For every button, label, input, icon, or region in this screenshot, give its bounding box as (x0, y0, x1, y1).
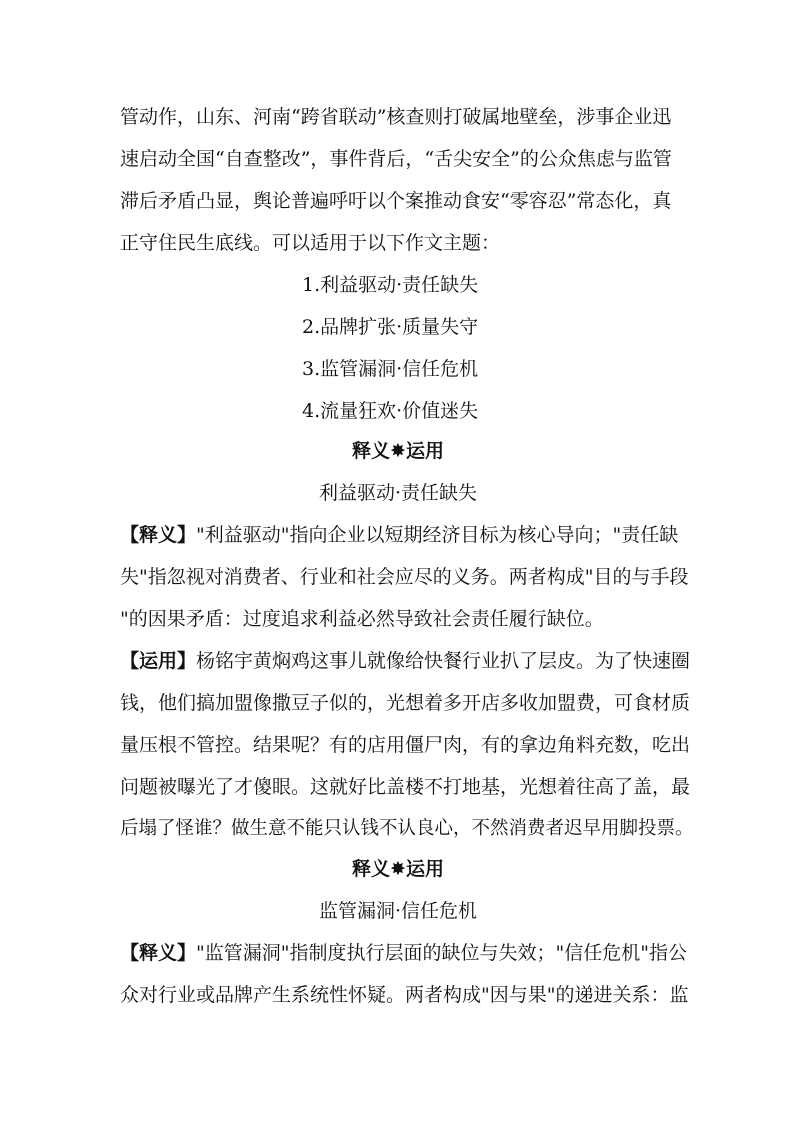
definition-line-1 (120, 514, 680, 556)
theme-item: 3.监管漏洞·信任危机 (302, 358, 479, 380)
application-line-1 (120, 640, 691, 682)
definition-text: "监管漏洞"指制度执行层面的缺位与失效；"信任危机"指公 (196, 942, 687, 964)
application-line: 后塌了怪谁？做生意不能只认钱不认良心，不然消费者迟早用脚投票。 (120, 818, 694, 839)
intro-line: 滞后矛盾凸显，舆论普遍呼吁以个案推动食安“零容忍”常态化，真 (120, 190, 672, 212)
section-subtitle: 利益驱动·责任缺失 (318, 482, 478, 504)
definition-paragraph (120, 932, 689, 1016)
definition-text: "利益驱动"指向企业以短期经济目标为核心导向；"责任缺 (196, 524, 679, 546)
definition-line-1 (120, 932, 687, 974)
application-line: 问题被曝光了才傻眼。这就好比盖楼不打地基，光想着往高了盖，最 (120, 776, 691, 798)
definition-line: 众对行业或品牌产生系统性怀疑。两者构成"因与果"的递进关系：监 (120, 984, 689, 1006)
application-tag: 【运用】 (120, 650, 197, 672)
application-line: 量压根不管控。结果呢？有的店用僵尸肉，有的拿边角料充数，吃出 (120, 734, 691, 756)
section-heading: 释义✸运用 (352, 440, 444, 462)
definition-line: "的因果矛盾：过度追求利益必然导致社会责任履行缺位。 (120, 608, 604, 630)
section-subtitle: 监管漏洞·信任危机 (318, 900, 478, 922)
theme-list (302, 264, 602, 432)
definition-line: 失"指忽视对消费者、行业和社会应尽的义务。两者构成"目的与手段 (120, 566, 689, 588)
theme-item: 1.利益驱动·责任缺失 (302, 274, 479, 296)
theme-item: 4.流量狂欢·价值迷失 (302, 400, 479, 422)
section-heading: 释义✸运用 (352, 858, 444, 880)
intro-line: 管动作，山东、河南“跨省联动”核查则打破属地壁垒，涉事企业迅 (120, 106, 672, 128)
intro-paragraph (120, 96, 680, 264)
theme-item: 2.品牌扩张·质量失守 (302, 316, 479, 338)
application-line: 钱，他们搞加盟像撒豆子似的，光想着多开店多收加盟费，可食材质 (120, 692, 691, 714)
definition-paragraph (120, 514, 689, 640)
definition-tag: 【释义】 (120, 524, 197, 546)
application-paragraph (120, 640, 694, 850)
definition-tag: 【释义】 (120, 942, 197, 964)
intro-line: 正守住民生底线。可以适用于以下作文主题： (120, 232, 501, 254)
application-text: 杨铭宇黄焖鸡这事儿就像给快餐行业扒了层皮。为了快速圈 (196, 650, 691, 672)
intro-line: 速启动全国“自查整改”，事件背后，“舌尖安全”的公众焦虑与监管 (120, 148, 672, 170)
